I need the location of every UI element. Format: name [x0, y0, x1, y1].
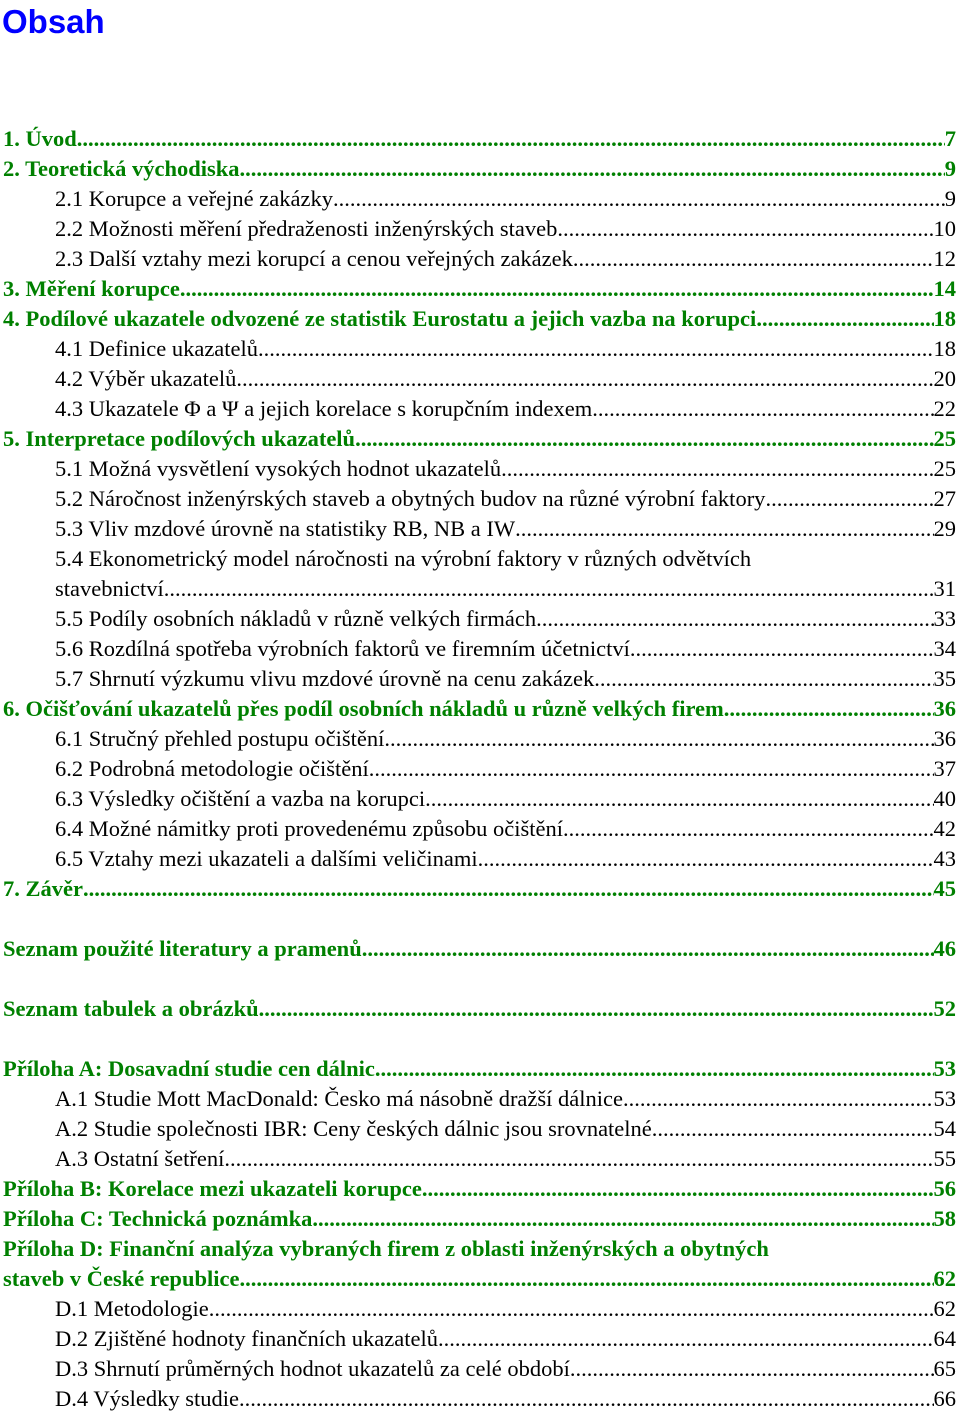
toc-chapter-entry[interactable] [0, 1204, 956, 1234]
toc-page-number: 66 [933, 1386, 956, 1411]
toc-entry-label: 6.4 Možné námitky proti provedenému způsobu očištění [55, 816, 564, 841]
toc-entry-label: Příloha D: Finanční analýza vybraných firem z oblasti inženýrských a obytných [3, 1236, 769, 1261]
toc-entry-label: 2.1 Korupce a veřejné zakázky [55, 186, 333, 211]
toc-page-number: 37 [933, 756, 956, 781]
toc-dot-leader [422, 1174, 934, 1204]
toc-section-entry[interactable] [0, 634, 956, 664]
toc-section-entry[interactable] [0, 364, 956, 394]
toc-page-number: 9 [944, 156, 956, 181]
toc-spacer [0, 964, 956, 994]
toc-page-number: 34 [933, 636, 956, 661]
toc-entry-label: 5.1 Možná vysvětlení vysokých hodnot ukazatelů [55, 456, 502, 481]
toc-entry-label: A.3 Ostatní šetření [55, 1146, 225, 1171]
toc-dot-leader [362, 934, 934, 964]
toc-dot-leader [77, 124, 945, 154]
toc-page-number: 53 [933, 1056, 956, 1081]
toc-entry-label: Seznam použité literatury a pramenů [3, 936, 362, 961]
toc-page-number: 54 [933, 1116, 956, 1141]
toc-section-entry[interactable] [0, 544, 956, 574]
toc-dot-leader [164, 574, 934, 604]
toc-dot-leader [425, 784, 933, 814]
toc-entry-label: Příloha B: Korelace mezi ukazateli korupce [3, 1176, 422, 1201]
toc-dot-leader [478, 844, 934, 874]
toc-entry-label: staveb v České republice [3, 1266, 240, 1291]
toc-page-number: 31 [933, 576, 956, 601]
toc-dot-leader [259, 994, 934, 1024]
toc-dot-leader [224, 1144, 933, 1174]
toc-page-number: 56 [933, 1176, 956, 1201]
toc-section-entry[interactable] [0, 244, 956, 274]
toc-page-number: 62 [933, 1266, 956, 1291]
toc-dot-leader [623, 1084, 933, 1114]
toc-chapter-entry[interactable] [0, 424, 956, 454]
toc-entry-label: D.4 Výsledky studie [55, 1386, 239, 1411]
toc-section-entry[interactable] [0, 1114, 956, 1144]
toc-section-entry[interactable] [0, 1354, 956, 1384]
toc-entry-label: 6.2 Podrobná metodologie očištění [55, 756, 369, 781]
toc-entry-label: 2. Teoretická východiska [3, 156, 240, 181]
toc-page-number: 9 [944, 186, 956, 211]
toc-dot-leader [592, 394, 933, 424]
toc-page-number: 46 [933, 936, 956, 961]
toc-dot-leader [570, 1354, 934, 1384]
toc-page-number: 25 [933, 426, 956, 451]
toc-chapter-entry[interactable] [0, 274, 956, 304]
toc-dot-leader [180, 274, 934, 304]
toc-chapter-entry[interactable] [0, 124, 956, 154]
toc-page-number: 53 [933, 1086, 956, 1111]
toc-chapter-entry[interactable] [0, 694, 956, 724]
toc-page-number: 35 [933, 666, 956, 691]
toc-dot-leader [375, 1054, 934, 1084]
toc-entry-label: stavebnictví [55, 576, 164, 601]
toc-entry-label: Příloha C: Technická poznámka [3, 1206, 313, 1231]
toc-section-entry[interactable] [0, 1294, 956, 1324]
toc-entry-label: 7. Závěr [3, 876, 83, 901]
toc-page-number: 43 [933, 846, 956, 871]
toc-entry-label: 4.2 Výběr ukazatelů [55, 366, 237, 391]
toc-page-number: 18 [933, 336, 956, 361]
toc-entry-label: Seznam tabulek a obrázků [3, 996, 259, 1021]
toc-section-entry[interactable] [0, 814, 956, 844]
toc-page-number: 65 [933, 1356, 956, 1381]
toc-section-entry[interactable] [0, 784, 956, 814]
toc-dot-leader [594, 664, 933, 694]
toc-page-number: 64 [933, 1326, 956, 1351]
toc-dot-leader [239, 1264, 933, 1294]
toc-entry-label: 5.3 Vliv mzdové úrovně na statistiky RB, NB a IW [55, 516, 516, 541]
toc-entry-label: 2.2 Možnosti měření předraženosti inženýrských staveb [55, 216, 558, 241]
toc-page-number: 52 [933, 996, 956, 1021]
toc-entry-label: 4. Podílové ukazatele odvozené ze statistik Eurostatu a jejich vazba na korupci [3, 306, 757, 331]
toc-section-entry[interactable] [0, 454, 956, 484]
toc-dot-leader [240, 154, 945, 184]
toc-section-entry[interactable] [0, 1144, 956, 1174]
toc-chapter-entry[interactable] [0, 874, 956, 904]
toc-chapter-entry[interactable] [0, 1264, 956, 1294]
toc-section-entry[interactable] [0, 664, 956, 694]
toc-chapter-entry[interactable] [0, 994, 956, 1024]
toc-section-entry[interactable] [0, 724, 956, 754]
toc-section-entry[interactable] [0, 214, 956, 244]
toc-entry-label: 4.3 Ukazatele Φ a Ψ a jejich korelace s korupčním indexem [55, 396, 593, 421]
toc-dot-leader [630, 634, 934, 664]
toc-entry-label: 3. Měření korupce [3, 276, 180, 301]
toc-dot-leader [355, 424, 933, 454]
toc-page-number: 7 [944, 126, 956, 151]
toc-dot-leader [573, 244, 934, 274]
toc-dot-leader [369, 754, 934, 784]
toc-dot-leader [563, 814, 933, 844]
toc-section-entry[interactable] [0, 604, 956, 634]
toc-entry-label: 6. Očišťování ukazatelů přes podíl osobních nákladů u různě velkých firem [3, 696, 724, 721]
toc-section-entry[interactable] [0, 844, 956, 874]
toc-chapter-entry[interactable] [0, 1234, 956, 1264]
toc-entry-label: 5.5 Podíly osobních nákladů v různě velkých firmách [55, 606, 537, 631]
toc-entry-label: 6.3 Výsledky očištění a vazba na korupci [55, 786, 426, 811]
toc-entry-label: D.2 Zjištěné hodnoty finančních ukazatelů [55, 1326, 439, 1351]
toc-dot-leader [765, 484, 933, 514]
toc-page-number: 42 [933, 816, 956, 841]
toc-dot-leader [438, 1324, 933, 1354]
toc-page-number: 62 [933, 1296, 956, 1321]
toc-dot-leader [258, 334, 933, 364]
toc-dot-leader [209, 1294, 934, 1324]
toc-page-number: 27 [933, 486, 956, 511]
toc-dot-leader [652, 1114, 934, 1144]
toc-entry-label: 1. Úvod [3, 126, 77, 151]
toc-entry-label: D.3 Shrnutí průměrných hodnot ukazatelů za celé období [55, 1356, 570, 1381]
toc-section-entry[interactable] [0, 1084, 956, 1114]
toc-page-number: 25 [933, 456, 956, 481]
toc-page-number: 45 [933, 876, 956, 901]
toc-page-number: 14 [933, 276, 956, 301]
table-of-contents [0, 124, 956, 1414]
toc-dot-leader [83, 874, 934, 904]
toc-chapter-entry[interactable] [0, 1054, 956, 1084]
toc-entry-label: 6.5 Vztahy mezi ukazateli a dalšími veličinami [55, 846, 478, 871]
toc-section-entry[interactable] [0, 514, 956, 544]
toc-page-number: 36 [933, 726, 956, 751]
toc-entry-label: 5.6 Rozdílná spotřeba výrobních faktorů ve firemním účetnictví [55, 636, 630, 661]
toc-entry-label: 2.3 Další vztahy mezi korupcí a cenou veřejných zakázek [55, 246, 573, 271]
toc-section-entry[interactable] [0, 574, 956, 604]
toc-entry-label: A.2 Studie společnosti IBR: Ceny českých dálnic jsou srovnatelné [55, 1116, 652, 1141]
toc-page-number: 55 [933, 1146, 956, 1171]
toc-dot-leader [236, 364, 933, 394]
toc-dot-leader [536, 604, 933, 634]
toc-entry-label: 5.2 Náročnost inženýrských staveb a obytných budov na různé výrobní faktory [55, 486, 766, 511]
toc-page-number: 10 [933, 216, 956, 241]
toc-page-number: 22 [933, 396, 956, 421]
toc-dot-leader [312, 1204, 933, 1234]
toc-entry-label: 4.1 Definice ukazatelů [55, 336, 259, 361]
toc-dot-leader [333, 184, 945, 214]
toc-dot-leader [239, 1384, 934, 1414]
toc-page-number: 36 [933, 696, 956, 721]
toc-entry-label: A.1 Studie Mott MacDonald: Česko má násobně dražší dálnice [55, 1086, 624, 1111]
toc-page-number: 18 [933, 306, 956, 331]
toc-dot-leader [384, 724, 933, 754]
toc-chapter-entry[interactable] [0, 934, 956, 964]
toc-section-entry[interactable] [0, 1384, 956, 1414]
toc-entry-label: 5.4 Ekonometrický model náročnosti na výrobní faktory v různých odvětvích [55, 546, 752, 571]
toc-section-entry[interactable] [0, 334, 956, 364]
toc-spacer [0, 904, 956, 934]
toc-chapter-entry[interactable] [0, 304, 956, 334]
toc-section-entry[interactable] [0, 394, 956, 424]
toc-page-number: 20 [933, 366, 956, 391]
toc-chapter-entry[interactable] [0, 154, 956, 184]
toc-page-number: 40 [933, 786, 956, 811]
toc-page-number: 12 [933, 246, 956, 271]
toc-page-number: 33 [933, 606, 956, 631]
toc-page-number: 58 [933, 1206, 956, 1231]
toc-page-number: 29 [933, 516, 956, 541]
toc-chapter-entry[interactable] [0, 1174, 956, 1204]
toc-spacer [0, 1024, 956, 1054]
toc-dot-leader [557, 214, 933, 244]
toc-dot-leader [756, 304, 933, 334]
toc-entry-label: 5.7 Shrnutí výzkumu vlivu mzdové úrovně na cenu zakázek [55, 666, 595, 691]
toc-entry-label: Příloha A: Dosavadní studie cen dálnic [3, 1056, 375, 1081]
toc-dot-leader [724, 694, 934, 724]
toc-section-entry[interactable] [0, 184, 956, 214]
toc-dot-leader [501, 454, 933, 484]
toc-section-entry[interactable] [0, 484, 956, 514]
page-title: Obsah [2, 3, 105, 40]
toc-entry-label: 5. Interpretace podílových ukazatelů [3, 426, 356, 451]
toc-section-entry[interactable] [0, 1324, 956, 1354]
toc-dot-leader [515, 514, 933, 544]
toc-entry-label: D.1 Metodologie [55, 1296, 209, 1321]
toc-section-entry[interactable] [0, 754, 956, 784]
toc-entry-label: 6.1 Stručný přehled postupu očištění [55, 726, 385, 751]
